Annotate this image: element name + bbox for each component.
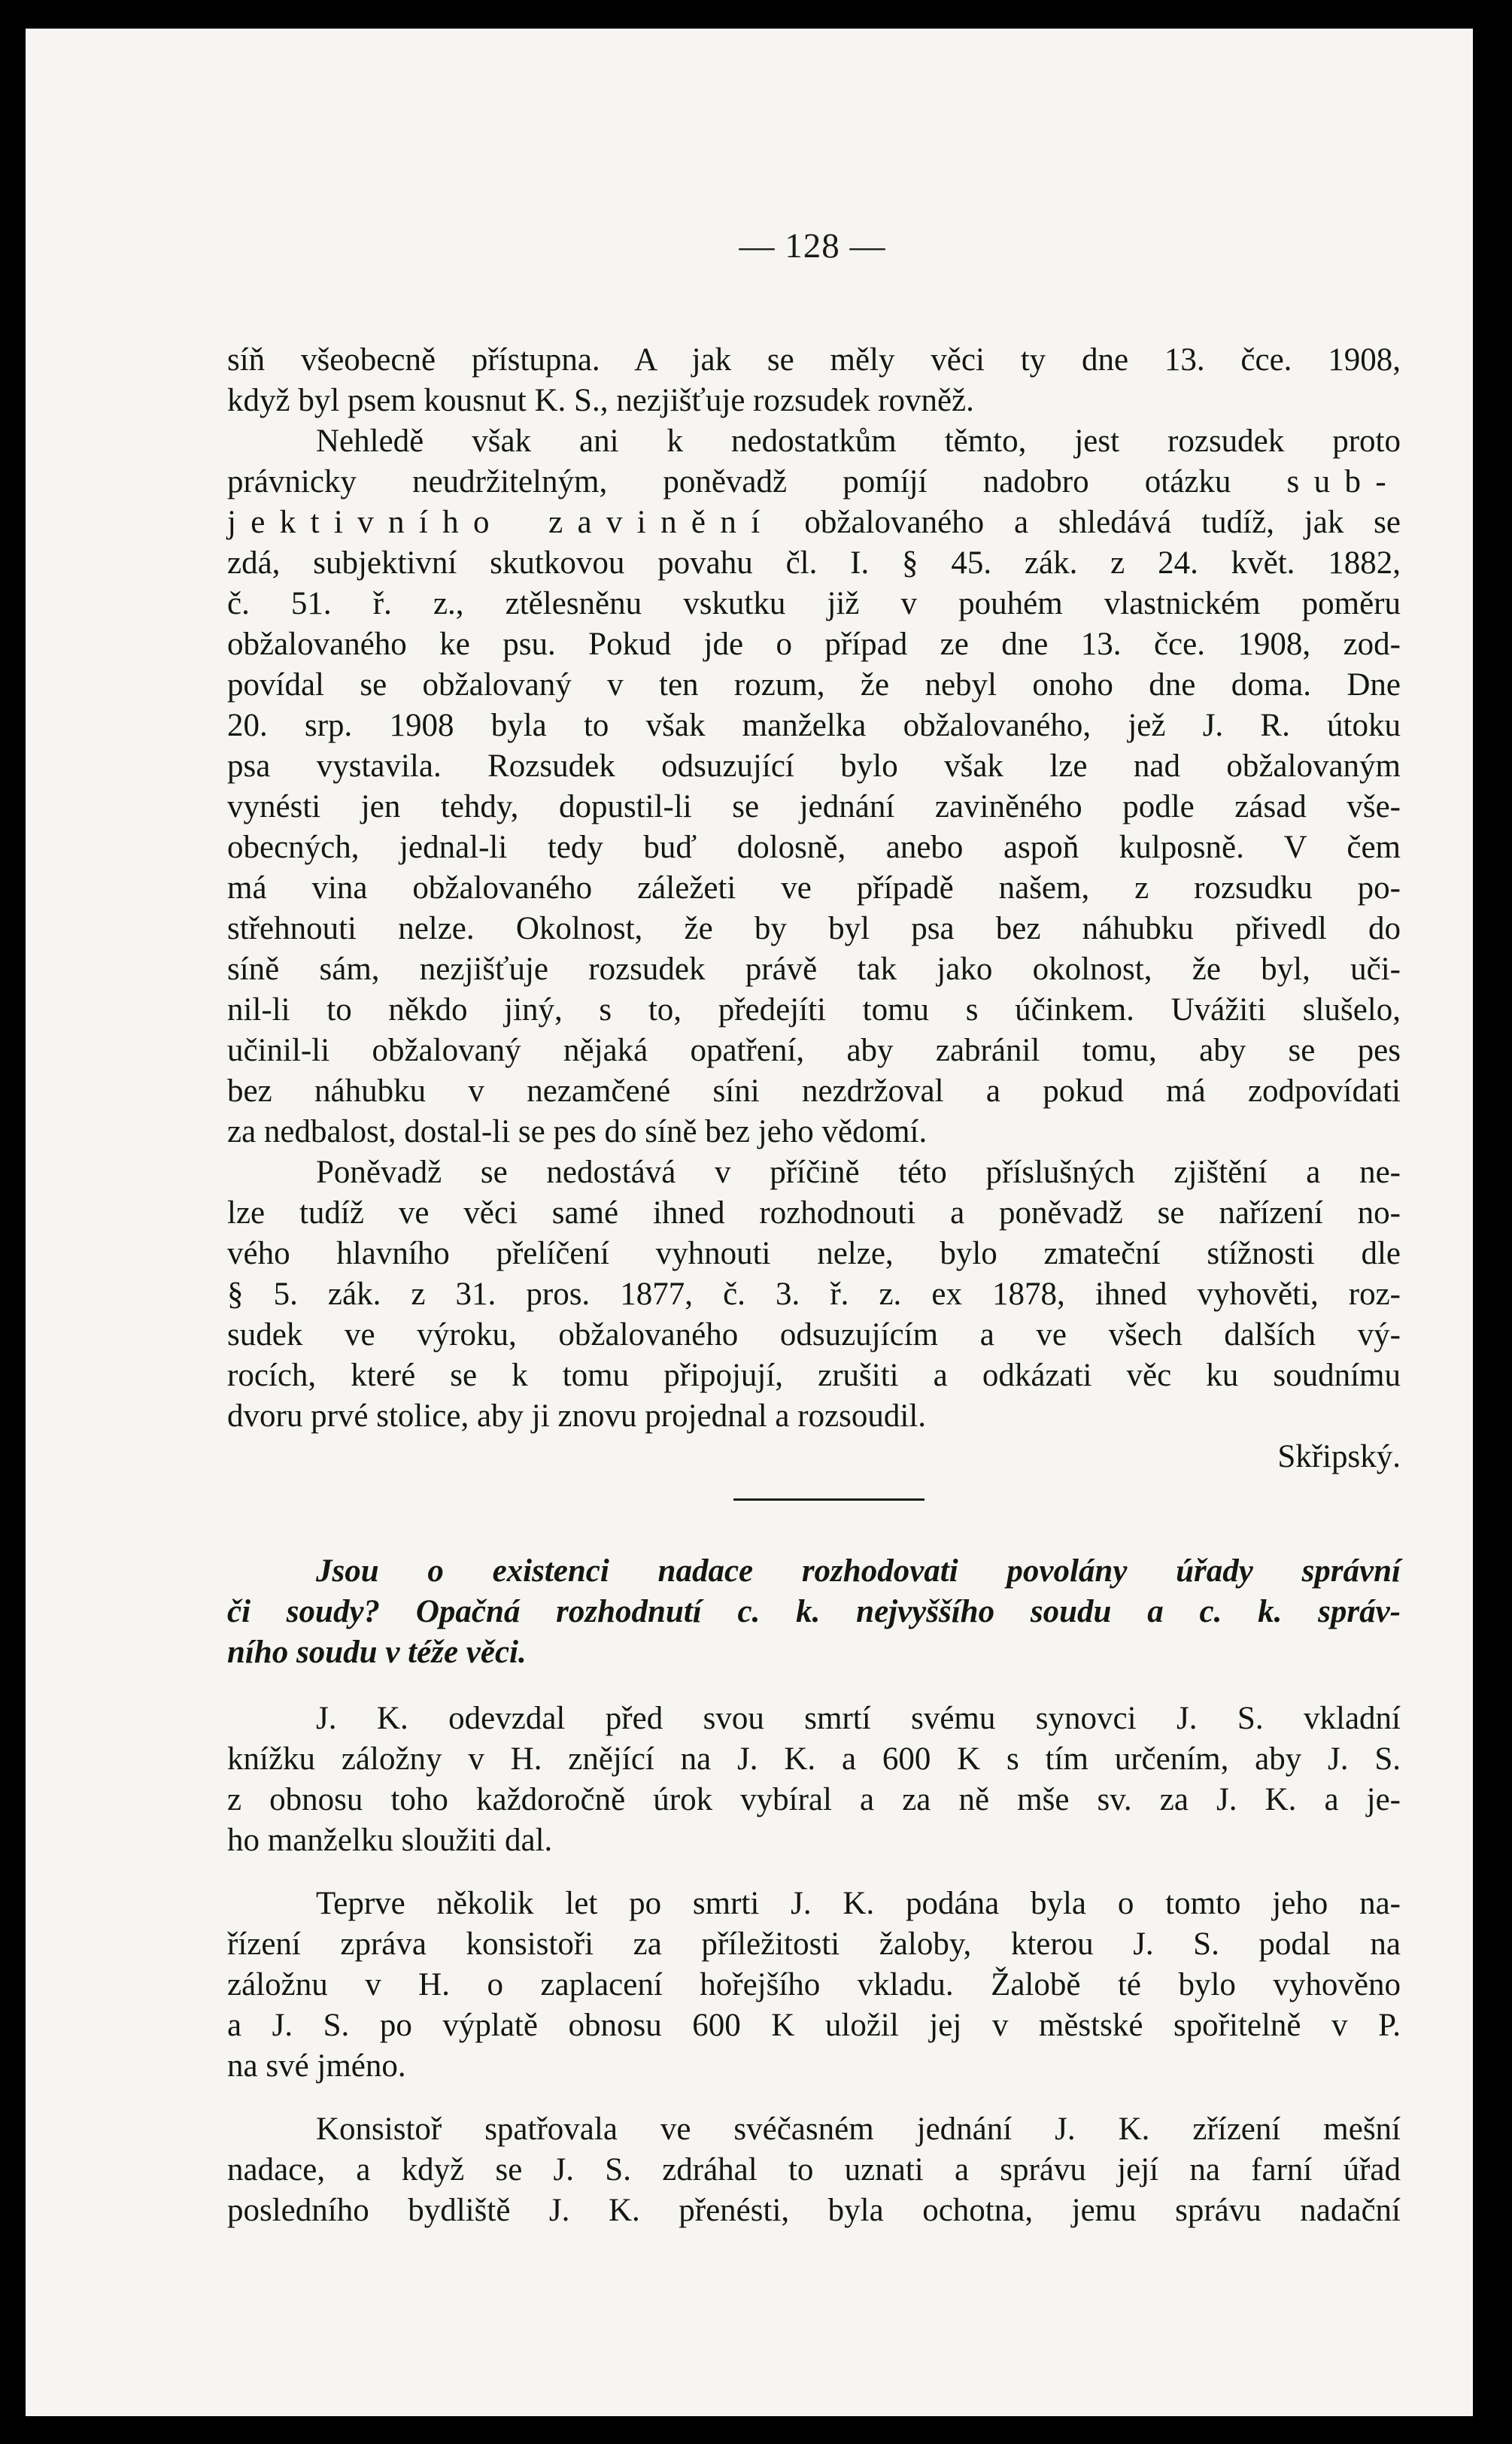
text-line: sudek ve výroku, obžalovaného odsuzujícím a ve všech dalších vý-	[227, 1317, 1401, 1353]
text-line: když byl psem kousnut K. S., nezjišťuje rozsudek rovněž.	[227, 383, 974, 418]
text-line: Konsistoř spatřovala ve svéčasném jednání J. K. zřízení mešní	[316, 2112, 1401, 2147]
text-segment: obžalovaného a shledává tudíž, jak se	[804, 505, 1401, 540]
signature: Skřipský.	[1277, 1439, 1401, 1474]
text-line: knížku záložny v H. znějící na J. K. a 600 K s tím určením, aby J. S.	[227, 1741, 1401, 1777]
text-line: ho manželku sloužiti dal.	[227, 1823, 553, 1858]
headline-line: ního soudu v téže věci.	[227, 1635, 527, 1670]
text-line: § 5. zák. z 31. pros. 1877, č. 3. ř. z. ex 1878, ihned vyhověti, roz-	[227, 1277, 1401, 1312]
spaced-term: sub-	[1286, 464, 1401, 499]
text-line: obžalovaného ke psu. Pokud jde o případ ze dne 13. čce. 1908, zod-	[227, 627, 1401, 662]
text-line: zdá, subjektivní skutkovou povahu čl. I. § 45. zák. z 24. květ. 1882,	[227, 545, 1401, 581]
text-line: lze tudíž ve věci samé ihned rozhodnouti a poněvadž se nařízení no-	[227, 1195, 1401, 1231]
text-line: posledního bydliště J. K. přenésti, byla ochotna, jemu správu nadační	[227, 2193, 1401, 2228]
text-line: obecných, jednal-li tedy buď dolosně, anebo aspoň kulposně. V čem	[227, 830, 1401, 865]
text-line: záložnu v H. o zaplacení hořejšího vkladu. Žalobě té bylo vyhověno	[227, 1967, 1401, 2002]
text-line: síně sám, nezjišťuje rozsudek právě tak jako okolnost, že byl, uči-	[227, 952, 1401, 987]
text-line: č. 51. ř. z., ztělesněnu vskutku již v pouhém vlastnickém poměru	[227, 586, 1401, 621]
book-page	[26, 29, 1473, 2416]
text-line: z obnosu toho každoročně úrok vybíral a za ně mše sv. za J. K. a je-	[227, 1782, 1401, 1817]
text-line: J. K. odevzdal před svou smrtí svému synovci J. S. vkladní	[316, 1701, 1401, 1736]
text-line: za nedbalost, dostal-li se pes do síně bez jeho vědomí.	[227, 1114, 928, 1149]
text-line: bez náhubku v nezamčené síni nezdržoval a pokud má zodpovídati	[227, 1073, 1401, 1109]
text-line: vynésti jen tehdy, dopustil-li se jednání zaviněného podle zásad vše-	[227, 789, 1401, 824]
page-number: — 128 —	[739, 226, 886, 266]
text-line: psa vystavila. Rozsudek odsuzující bylo však lze nad obžalovaným	[227, 748, 1401, 784]
section-divider	[733, 1498, 925, 1501]
text-segment: právnicky neudržitelným, poněvadž pomíjí nadobro otázku	[227, 464, 1231, 499]
text-line: řízení zpráva konsistoři za příležitosti žaloby, kterou J. S. podal na	[227, 1926, 1401, 1962]
text-line: a J. S. po výplatě obnosu 600 K uložil jej v městské spořitelně v P.	[227, 2008, 1401, 2043]
text-line: rocích, které se k tomu připojují, zrušiti a odkázati věc ku soudnímu	[227, 1358, 1401, 1393]
text-line: nadace, a když se J. S. zdráhal to uznati a správu její na farní úřad	[227, 2152, 1401, 2187]
text-line: nil-li to někdo jiný, s to, předejíti tomu s účinkem. Uvážiti slušelo,	[227, 992, 1401, 1028]
text-line: má vina obžalovaného záležeti ve případě našem, z rozsudku po-	[227, 870, 1401, 906]
text-line: Poněvadž se nedostává v příčině této příslušných zjištění a ne-	[316, 1155, 1401, 1190]
text-line: síň všeobecně přístupna. A jak se měly věci ty dne 13. čce. 1908,	[227, 342, 1401, 378]
text-line: na své jméno.	[227, 2048, 406, 2084]
spaced-term: jektivního zavinění	[227, 505, 775, 540]
text-line: střehnouti nelze. Okolnost, že by byl psa bez náhubku přivedl do	[227, 911, 1401, 946]
text-line: vého hlavního přelíčení vyhnouti nelze, bylo zmateční stížnosti dle	[227, 1236, 1401, 1271]
text-line	[227, 462, 1401, 502]
text-line: 20. srp. 1908 byla to však manželka obžalovaného, jež J. R. útoku	[227, 708, 1401, 743]
headline-line: Jsou o existenci nadace rozhodovati povolány úřady správní	[316, 1553, 1401, 1589]
headline-line: či soudy? Opačná rozhodnutí c. k. nejvyššího soudu a c. k. správ-	[227, 1594, 1401, 1629]
text-line: Nehledě však ani k nedostatkům těmto, jest rozsudek proto	[316, 424, 1401, 459]
text-line: učinil-li obžalovaný nějaká opatření, aby zabránil tomu, aby se pes	[227, 1033, 1401, 1068]
text-line: dvoru prvé stolice, aby ji znovu projednal a rozsoudil.	[227, 1398, 927, 1434]
text-line: povídal se obžalovaný v ten rozum, že nebyl onoho dne doma. Dne	[227, 667, 1401, 703]
text-line	[227, 502, 1401, 543]
text-line: Teprve několik let po smrti J. K. podána byla o tomto jeho na-	[316, 1886, 1401, 1921]
